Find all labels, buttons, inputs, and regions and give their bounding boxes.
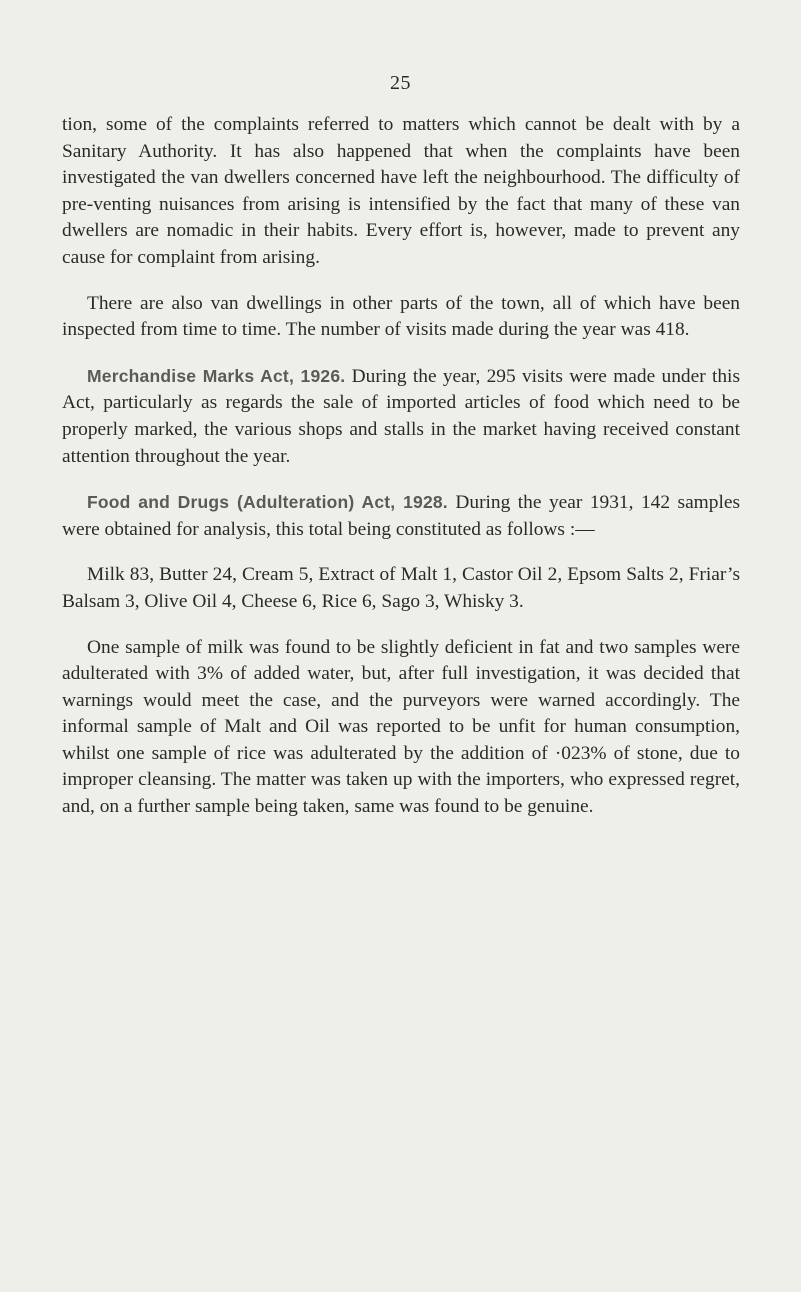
paragraph-sample-results: One sample of milk was found to be slightly deficient in fat and two samples were adulterated with 3% of added water, but, after full investigation, it was decided that warnings would meet the case, and the purveyors were warned accordingly. The informal sample of Malt and Oil was reported to be unfit for human consumption, whilst one sample of rice was adulterated by the addition of ·023% of stone, due to improper cleansing. The matter was taken up with the importers, who expressed regret, and, on a further sample being taken, same was found to be genuine.: [62, 636, 740, 818]
page-number: 25: [390, 72, 411, 94]
paragraph-food-and-drugs: [62, 489, 740, 543]
section-heading-food-and-drugs: Food and Drugs (Adulteration) Act, 1928.: [87, 492, 448, 513]
body-text: [62, 112, 740, 840]
paragraph-merchandise-marks: [62, 363, 740, 470]
paragraph-samples-list: Milk 83, Butter 24, Cream 5, Extract of Malt 1, Castor Oil 2, Epsom Salts 2, Friar’s Balsam 3, Olive Oil 4, Cheese 6, Rice 6, Sago 3, Whisky 3.: [62, 564, 740, 612]
paragraph-merchandise-marks-body: During the year, 295 visits were made under this Act, particularly as regards the sale of imported articles of food which need to be properly marked, the various shops and stalls in the market having received constant attention throughout the year.: [62, 365, 740, 467]
paragraph-van-dwellings-other-parts: There are also van dwellings in other parts of the town, all of which have been inspected from time to time. The number of visits made during the year was 418.: [62, 292, 740, 341]
section-heading-merchandise-marks: Merchandise Marks Act, 1926.: [87, 365, 346, 386]
paragraph-van-dwellers-continued: tion, some of the complaints referred to matters which cannot be dealt with by a Sanitary Authority. It has also happened that when the complaints have been investigated the van dwellers concerned have left the neighbourhood. The difficulty of pre-venting nuisances from arising is intensified by the fact that many of these van dwellers are nomadic in their habits. Every effort is, however, made to prevent any cause for complaint from arising.: [62, 114, 740, 268]
paragraph-food-and-drugs-body: During the year 1931, 142 samples were obtained for analysis, this total being constituted as follows :—: [62, 492, 740, 540]
